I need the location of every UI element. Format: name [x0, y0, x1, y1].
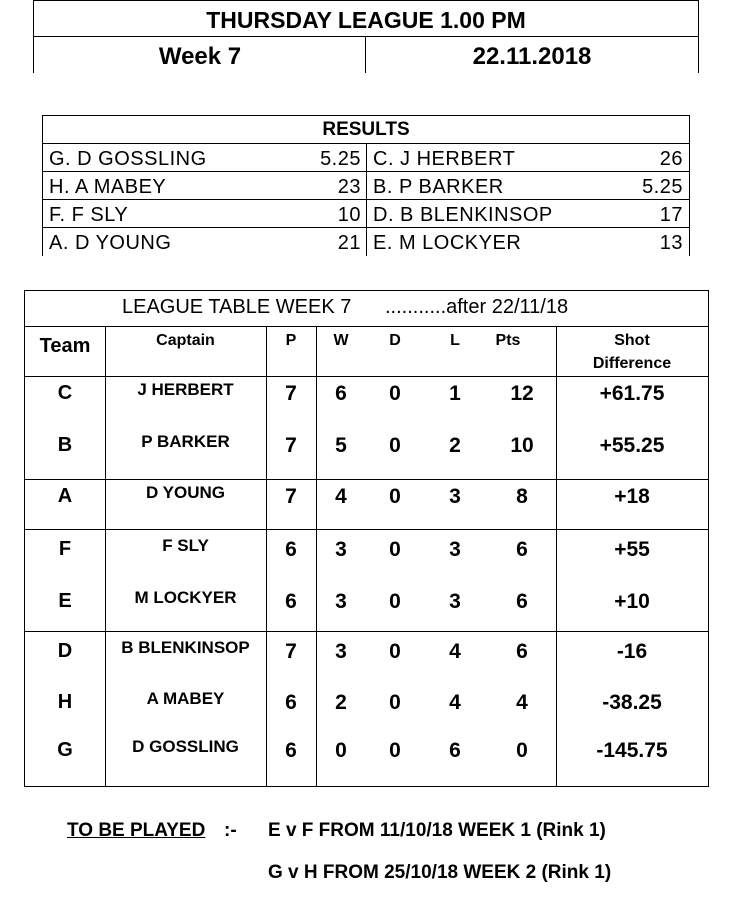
header-row [33, 36, 699, 72]
points-cell: 10 [510, 434, 534, 457]
row-divider [25, 479, 708, 480]
result-row [42, 171, 690, 199]
result-team-name: G. D GOSSLING [49, 148, 207, 170]
captain-cell: J HERBERT [137, 380, 234, 399]
captain-cell: P BARKER [141, 432, 230, 451]
shot-difference-cell: +10 [614, 590, 650, 613]
result-right [366, 199, 690, 228]
points-cell: 8 [516, 485, 528, 508]
league-table-title-bar [25, 291, 708, 327]
result-right [366, 143, 690, 172]
result-team-name: B. P BARKER [373, 176, 504, 198]
header-lost: L [450, 332, 460, 349]
drawn-cell: 0 [389, 382, 401, 405]
header-played: P [285, 332, 297, 349]
row-divider [25, 529, 708, 530]
team-cell: H [57, 691, 73, 713]
lost-cell: 3 [449, 538, 461, 561]
played-cell: 6 [285, 691, 297, 714]
lost-cell: 1 [449, 382, 461, 405]
lost-cell: 2 [449, 434, 461, 457]
won-cell: 3 [335, 538, 347, 561]
captain-cell: M LOCKYER [134, 588, 237, 607]
shot-difference-cell: +61.75 [599, 382, 665, 405]
team-cell: A [57, 485, 73, 507]
won-cell: 0 [335, 739, 347, 762]
result-left [42, 199, 367, 228]
won-cell: 3 [335, 590, 347, 613]
captain-cell: D YOUNG [145, 483, 226, 502]
result-right [366, 227, 690, 256]
to-be-played-label-tail: :- [224, 820, 237, 841]
row-divider [25, 376, 708, 377]
results-rows [42, 143, 690, 255]
team-cell: D [57, 640, 73, 662]
team-cell: G [57, 739, 73, 761]
shot-difference-cell: -38.25 [602, 691, 662, 714]
pending-match: E v F FROM 11/10/18 WEEK 1 (Rink 1) [268, 820, 606, 841]
result-row [42, 227, 690, 255]
results-title: RESULTS [42, 115, 690, 143]
result-score: 10 [337, 204, 361, 226]
result-team-name: A. D YOUNG [49, 232, 172, 254]
result-left [42, 227, 367, 256]
drawn-cell: 0 [389, 538, 401, 561]
result-score: 26 [659, 148, 683, 170]
played-cell: 6 [285, 739, 297, 762]
drawn-cell: 0 [389, 485, 401, 508]
won-cell: 6 [335, 382, 347, 405]
won-cell: 3 [335, 640, 347, 663]
result-row [42, 143, 690, 171]
points-cell: 6 [516, 590, 528, 613]
drawn-cell: 0 [389, 739, 401, 762]
played-cell: 7 [285, 640, 297, 663]
shot-difference-cell: -145.75 [596, 739, 668, 762]
shot-difference-cell: +55.25 [599, 434, 665, 457]
shot-difference-cell: +55 [614, 538, 650, 561]
team-cell: E [58, 590, 72, 612]
played-cell: 6 [285, 590, 297, 613]
header-box [33, 0, 699, 72]
to-be-played-label: TO BE PLAYED [67, 820, 206, 841]
header-captain: Captain [156, 332, 215, 349]
team-cell: B [57, 434, 73, 456]
results-box [42, 115, 690, 255]
points-cell: 6 [516, 538, 528, 561]
week-label: Week 7 [33, 36, 366, 73]
result-score: 17 [659, 204, 683, 226]
result-team-name: E. M LOCKYER [373, 232, 522, 254]
drawn-cell: 0 [389, 590, 401, 613]
league-table-title: LEAGUE TABLE WEEK 7 [122, 296, 352, 318]
lost-cell: 3 [449, 590, 461, 613]
team-cell: F [58, 538, 72, 560]
won-cell: 5 [335, 434, 347, 457]
row-divider [25, 631, 708, 632]
header-difference: Difference [592, 355, 672, 372]
lost-cell: 3 [449, 485, 461, 508]
drawn-cell: 0 [389, 434, 401, 457]
result-team-name: H. A MABEY [49, 176, 167, 198]
result-score: 5.25 [642, 176, 683, 198]
points-cell: 0 [516, 739, 528, 762]
captain-cell: B BLENKINSOP [121, 638, 250, 657]
captain-cell: F SLY [162, 536, 209, 555]
won-cell: 2 [335, 691, 347, 714]
played-cell: 6 [285, 538, 297, 561]
lost-cell: 4 [449, 691, 461, 714]
result-score: 21 [337, 232, 361, 254]
header-won: W [333, 332, 349, 349]
played-cell: 7 [285, 485, 297, 508]
drawn-cell: 0 [389, 691, 401, 714]
result-right [366, 171, 690, 200]
result-score: 5.25 [320, 148, 361, 170]
result-left [42, 171, 367, 200]
team-cell: C [57, 382, 73, 404]
date-label: 22.11.2018 [365, 36, 699, 73]
result-score: 23 [337, 176, 361, 198]
league-table [24, 290, 709, 787]
played-cell: 7 [285, 434, 297, 457]
page-title: THURSDAY LEAGUE 1.00 PM [33, 0, 699, 36]
pending-match: G v H FROM 25/10/18 WEEK 2 (Rink 1) [268, 862, 612, 883]
result-team-name: D. B BLENKINSOP [373, 204, 553, 226]
won-cell: 4 [335, 485, 347, 508]
lost-cell: 4 [449, 640, 461, 663]
shot-difference-cell: -16 [616, 640, 648, 663]
drawn-cell: 0 [389, 640, 401, 663]
header-team: Team [39, 335, 91, 357]
result-score: 13 [659, 232, 683, 254]
played-cell: 7 [285, 382, 297, 405]
points-cell: 4 [516, 691, 528, 714]
league-table-subtitle: ...........after 22/11/18 [385, 296, 569, 318]
header-shot: Shot [614, 332, 650, 349]
result-row [42, 199, 690, 227]
points-cell: 6 [516, 640, 528, 663]
shot-difference-cell: +18 [614, 485, 650, 508]
captain-cell: A MABEY [146, 689, 225, 708]
lost-cell: 6 [449, 739, 461, 762]
result-team-name: F. F SLY [49, 204, 129, 226]
header-drawn: D [389, 332, 401, 349]
result-left [42, 143, 367, 172]
captain-cell: D GOSSLING [132, 737, 239, 756]
result-team-name: C. J HERBERT [373, 148, 516, 170]
header-points: Pts [495, 332, 521, 349]
points-cell: 12 [510, 382, 534, 405]
